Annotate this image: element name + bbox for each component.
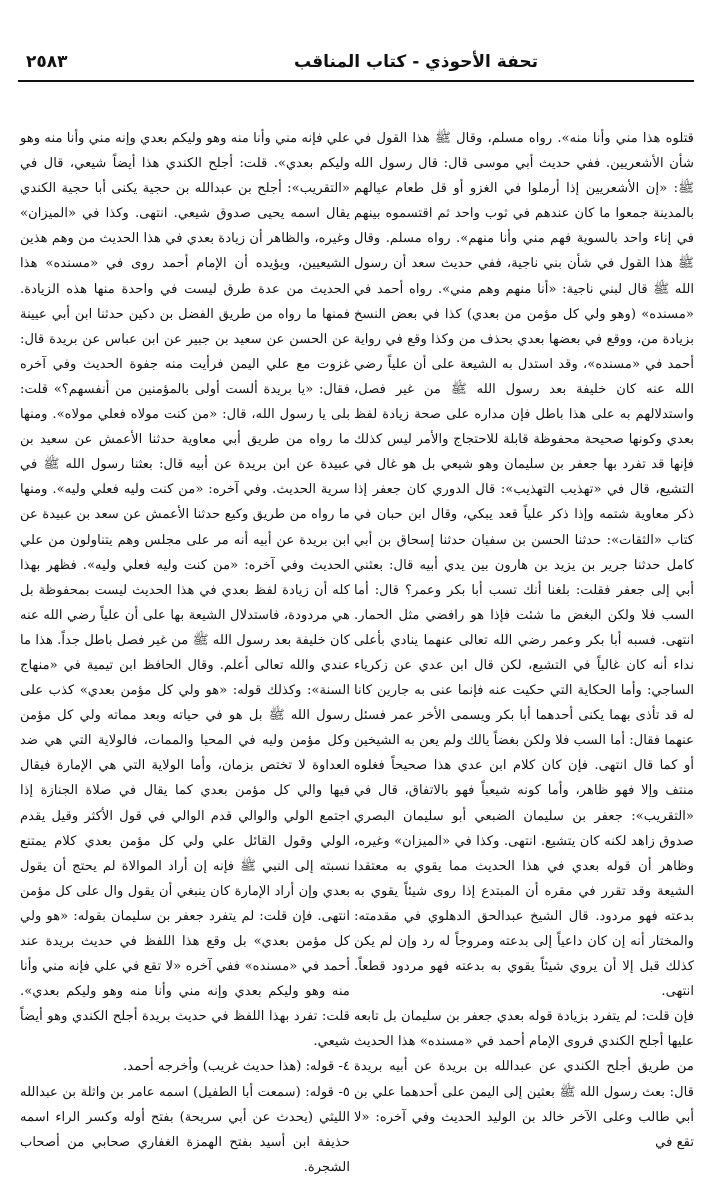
- paragraph: فإن قلت: لم يتفرد بزيادة قوله بعدي جعفر بن سليمان بل تابعه عليها أجلح الكندي فروى الإمام أحمد في «مسنده» هذا الحديث من طريق أجلح الكندي عن عبدالله بن بريدة عن أبيه بريدة قال: بعث رسول الله ﷺ بعثين إلى اليمن على أحدهما علي بن أبي طالب وعلى الآخر خالد بن الوليد الحديث وفي آخره: «لا تقع في: [354, 1009, 694, 1150]
- right-column: [354, 126, 694, 1150]
- page-number: ٢٥٨٣: [26, 52, 68, 72]
- footnote: ٥- قوله: (سمعت أبا الطفيل) اسمه عامر بن واثلة بن عبدالله الليثي (يحدث عن أبي سريحة) بفتح أوله وكسر الراء اسمه حذيفة ابن أسيد بفتح الهمزة الغفاري صحابي من أصحاب الشجرة.: [20, 1084, 350, 1175]
- footnote: ٤- قوله: (هذا حديث غريب) وأخرجه أحمد.: [123, 1059, 350, 1075]
- paragraph: علي فإنه مني وأنا منه وهو وليكم بعدي وإنه مني وأنا منه وهو وليكم بعدي». قلت: أجلح الكندي هذا أيضاً شيعي، قال في «التقريب»: أجلح بن عبدالله بن حجية يكنى أبا حجية الكندي يقال اسمه يحيى صدوق شيعي. انتهى. وكذا في «الميزان» وغيره، والظاهر أن زيادة بعدي في هذا الحديث من وهم هذين الشيعيين، ويؤيده أن الإمام أحمد روى في «مسنده» هذا الحديث من عدة طرق ليست في واحدة منها هذه الزيادة. فمنها ما رواه من طريق الفضل بن دكين حدثنا ابن أبي عيينة عن الحسن عن سعيد بن جبير عن ابن عباس عن بريدة قال: غزوت مع علي اليمن فرأيت منه جفوة الحديث وفي آخره فقال: «يا بريدة ألست أولى بالمؤمنين من أنفسهم؟» قلت: بلى يا رسول الله، قال: «من كنت مولاه فعلي مولاه». ومنها ما رواه من طريق أبي معاوية حدثنا الأعمش عن سعيد بن عبيدة عن ابن بريدة عن أبيه قال: بعثنا رسول الله ﷺ في سرية الحديث. وفي آخره: «من كنت وليه فعلي وليه». ومنها ما رواه من طريق وكيع حدثنا الأعمش عن سعد بن عبيدة عن ابن بريدة عن أبيه أنه مر على مجلس وهم يتناولون من علي الحديث وفي آخره: «من كنت وليه فعلي وليه». فظهر بهذا كله أن زيادة لفظ بعدي في هذا الحديث ليست بمحفوظة بل هي مردودة، فاستدلال الشيعة بها على أن علياً رضي الله عنه كان خليفة بعد رسول الله ﷺ من غير فصل باطل جداً. هذا ما عندي والله تعالى أعلم. وقال الحافظ ابن تيمية في «منهاج السنة»: وكذلك قوله: «هو ولي كل مؤمن بعدي» كذب على رسول الله ﷺ بل هو في حياته وبعد مماته ولي كل مؤمن وكل مؤمن وليه في المحيا والممات، فالولاية التي هي ضد العداوة لا تختص بزمان، وأما الولاية التي هي الإمارة فيقال فيها والي كل مؤمن بعدي كما يقال في صلاة الجنازة إذا اجتمع الولي والوالي قدم الوالي في قول الأكثر وقيل يقدم الولي وقول القائل علي ولي كل مؤمن بعدي كلام يمتنع نسبته إلى النبي ﷺ فإنه إن أراد الموالاة لم يحتج أن يقول بعدي وإن أراد الإمارة كان ينبغي أن يقول وال على كل مؤمن انتهى. فإن قلت: لم يتفرد جعفر بن سليمان بقوله: «هو ولي كل مؤمن بعدي» بل وقع هذا اللفظ في حديث بريدة عند أحمد في «مسنده» ففي آخره «لا تقع في علي فإنه مني وأنا منه وهو وليكم بعدي وإنه مني وأنا منه وهو وليكم بعدي». قلت: تفرد بهذا اللفظ في حديث بريدة أجلح الكندي وهو أيضاً شيعي.: [20, 131, 350, 1050]
- page-header: [18, 44, 694, 82]
- running-title: تحفة الأحوذي - كتاب المناقب: [294, 52, 538, 72]
- paragraph: قتلوه هذا مني وأنا منه». رواه مسلم، وقال ﷺ هذا القول في شأن الأشعريين. ففي حديث أبي موسى قال: قال رسول الله ﷺ: «إن الأشعريين إذا أرملوا في الغزو أو قل طعام عيالهم بالمدينة جمعوا ما كان عندهم في ثوب واحد ثم اقتسموه بينهم في إناء واحد بالسوية فهم مني وأنا منهم». رواه مسلم. وقال ﷺ هذا القول في شأن بني ناجية، ففي حديث سعد أن رسول الله ﷺ قال لبني ناجية: «أنا منهم وهم مني». رواه أحمد في «مسنده» (وهو ولي كل مؤمن من بعدي) كذا في بعض النسخ بزيادة من، ووقع في بعضها بعدي بحذف من وكذا وقع في رواية أحمد في «مسنده»، وقد استدل به الشيعة على أن علياً رضي الله عنه كان خليفة بعد رسول الله ﷺ من غير فصل، واستدلالهم به على هذا باطل فإن مداره على صحة زيادة لفظ بعدي وكونها صحيحة محفوظة قابلة للاحتجاج والأمر ليس كذلك فإنها قد تفرد بها جعفر بن سليمان وهو شيعي بل هو غال في التشيع، قال في «تهذيب التهذيب»: قال الدوري كان جعفر إذا ذكر معاوية شتمه وإذا ذكر علياً قعد يبكي، وقال ابن حبان في كتاب «الثقات»: حدثنا الحسن بن سفيان حدثنا إسحاق بن أبي كامل حدثنا جرير بن يزيد بن هارون بين يدي أبيه قال: بعثني أبي إلى جعفر فقلت: بلغنا أنك تسب أبا بكر وعمر؟ قال: أما السب فلا ولكن البغض ما شئت فإذا هو رافضي مثل الحمار. انتهى. فسبه أبا بكر وعمر رضي الله تعالى عنهما ينادي بأعلى نداء أنه كان غالياً في التشيع، لكن قال ابن عدي عن زكرياء الساجي: وأما الحكاية التي حكيت عنه فإنما عنى به جارين كانا له قد تأذى بهما يكنى أحدهما أبا بكر ويسمى الأخر عمر فسئل عنهما فقال: أما السب فلا ولكن بغضاً يالك ولم يعن به الشيخين أو كما قال انتهى. فإن كان كلام ابن عدي هذا صحيحاً فغلوه منتف وإلا فهو ظاهر، وأما كونه شيعياً فهو بالاتفاق، قال في «التقريب»: جعفر بن سليمان الضبعي أبو سليمان البصري صدوق زاهد لكنه كان يتشيع. انتهى. وكذا في «الميزان» وغيره، وظاهر أن قوله بعدي في هذا الحديث مما يقوي به معتقدا الشيعة وقد تقرر في مقره أن المبتدع إذا روى شيئاً يقوي به بدعته فهو مردود. قال الشيخ عبدالحق الدهلوي في مقدمته: والمختار أنه إن كان داعياً إلى بدعته ومروجاً له رد وإن لم يكن كذلك قبل إلا أن يروي شيئاً يقوي به بدعته فهو مردود قطعاً. انتهى.: [354, 131, 694, 1000]
- left-column: [20, 126, 350, 1175]
